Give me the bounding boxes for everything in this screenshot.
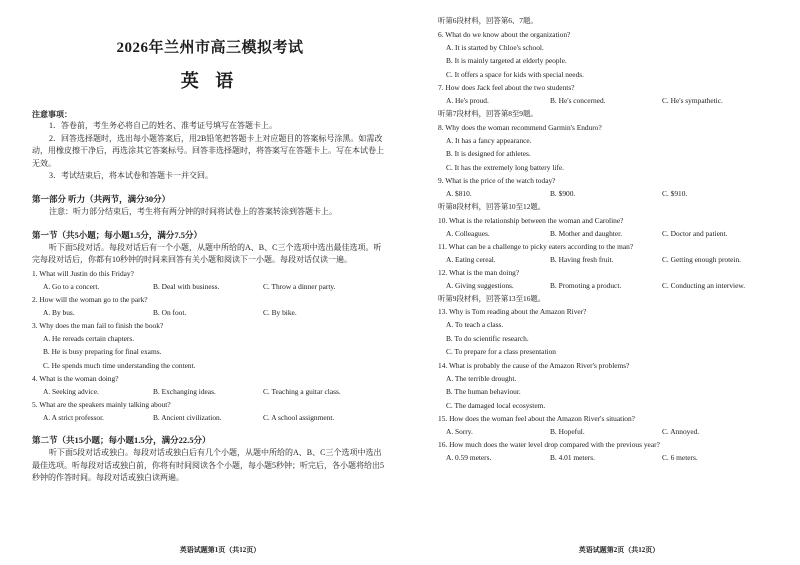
option-b: B. Promoting a product. <box>550 280 622 290</box>
option-c: C. Throw a dinner party. <box>263 281 336 291</box>
section2-intro: 听下面5段对话或独白。每段对话或独白后有几个小题，从题中所给的A、B、C三个选项中选出最佳选项。听每段对话或独白前，你将有时间阅读各个小题，每小题5秒钟；听完后，各小题将给出5秒钟的作答时间。每段对话或独白读两遍。 <box>32 448 384 483</box>
option-a: A. The terrible drought. <box>446 373 517 383</box>
option-a: A. By bus. <box>43 307 75 317</box>
question-text: 15. How does the woman feel about the Amazon River's situation? <box>438 414 635 423</box>
question-text: 6. What do we know about the organization? <box>438 29 571 39</box>
option-a: A. He's proud. <box>446 96 489 105</box>
option-c: C. Doctor and patient. <box>662 228 728 238</box>
section1-intro: 听下面5段对话。每段对话后有一个小题，从题中所给的A、B、C三个选项中选出最佳选项。听完每段对话后，你都有10秒钟的时间来回答有关小题和阅读下一小题。每段对话仅读一遍。 <box>32 242 382 265</box>
section-instruction: 听第6段材料，回答第6、7题。 <box>438 16 538 25</box>
option-c: C. Getting enough protein. <box>662 254 742 264</box>
question-text: 1. What will Justin do this Friday? <box>32 268 134 278</box>
option-c: C. By bike. <box>263 307 297 317</box>
option-b: B. It is designed for athletes. <box>446 149 531 158</box>
notice-item: 3．考试结束后，将本试卷和答题卡一并交回。 <box>49 171 213 181</box>
question-block <box>438 412 780 438</box>
option-b: B. He is busy preparing for final exams. <box>43 347 162 357</box>
options-row <box>32 385 388 398</box>
option-c: C. $910. <box>662 189 688 198</box>
question-block <box>438 438 780 464</box>
section-instruction: 听第7段材料，回答第8至9题。 <box>438 109 538 118</box>
page-footer: 英语试题第1页（共12页） <box>179 546 261 554</box>
notice-item: 1．答卷前，考生务必将自己的姓名、准考证号填写在答题卡上。 <box>49 121 277 130</box>
option-b: B. Ancient civilization. <box>153 413 222 423</box>
option-c: C. He spends much time understanding the content. <box>43 360 196 370</box>
question-text: 14. What is probably the cause of the Amazon River's problems? <box>438 360 630 370</box>
option-b: B. Exchanging ideas. <box>153 387 216 397</box>
section-instruction: 听第9段材料，回答第13至16题。 <box>438 293 546 303</box>
options-row <box>438 279 780 292</box>
question-text: 11. What can be a challenge to picky eaters according to the man? <box>438 241 634 251</box>
option-a: A. 0.59 meters. <box>446 453 492 462</box>
question-block <box>438 28 780 82</box>
option-c: C. A school assignment. <box>263 413 335 423</box>
option-c: C. It has the extremely long battery life. <box>446 162 565 172</box>
question-text: 13. Why is Tom reading about the Amazon River? <box>438 307 587 316</box>
option-a: A. It has a fancy appearance. <box>446 135 532 145</box>
option-c: C. He's sympathetic. <box>662 96 723 105</box>
option-b: B. Deal with business. <box>153 281 220 291</box>
question-block <box>438 174 780 200</box>
question-text: 9. What is the price of the watch today? <box>438 176 556 185</box>
option-a: A. He rereads certain chapters. <box>43 333 135 343</box>
question-block <box>438 305 780 359</box>
option-b: B. To do scientific research. <box>446 333 529 343</box>
exam-page-right <box>400 0 800 565</box>
option-a: A. Sorry. <box>446 427 473 436</box>
question-text: 7. How does Jack feel about the two students? <box>438 83 575 92</box>
option-a: A. It is started by Chloe's school. <box>446 42 544 52</box>
exam-title: 2026年兰州市高三模拟考试 <box>116 40 304 56</box>
question-4 <box>32 372 388 398</box>
options-row <box>438 94 780 107</box>
option-a: A. Giving suggestions. <box>446 280 514 290</box>
notice-heading: 注意事项： <box>32 110 72 119</box>
question-text: 2. How will the woman go to the park? <box>32 294 148 304</box>
options-row <box>32 306 388 319</box>
option-b: B. He's concerned. <box>550 96 606 105</box>
question-2 <box>32 293 388 319</box>
options-row <box>438 187 780 200</box>
option-b: B. On foot. <box>153 307 187 317</box>
option-b: B. $900. <box>550 189 576 198</box>
question-text: 12. What is the man doing? <box>438 267 520 277</box>
option-b: B. Having fresh fruit. <box>550 254 614 264</box>
question-3 <box>32 319 388 373</box>
options-row <box>32 411 388 424</box>
option-a: A. A strict professor. <box>43 413 104 423</box>
options-row <box>438 227 780 240</box>
option-c: C. The damaged local ecosystem. <box>446 400 546 410</box>
option-b: B. 4.01 meters. <box>550 453 595 462</box>
option-b: B. Hopeful. <box>550 427 585 436</box>
option-c: C. To prepare for a class presentation <box>446 347 556 356</box>
option-a: A. Go to a concert. <box>43 281 100 291</box>
part1-heading: 第一部分 听力（共两节，满分30分） <box>32 193 171 204</box>
option-a: A. To teach a class. <box>446 320 504 329</box>
option-b: B. It is mainly targeted at elderly people. <box>446 56 567 65</box>
question-list <box>438 14 780 464</box>
option-c: C. 6 meters. <box>662 453 698 462</box>
option-c: C. Conducting an interview. <box>662 280 746 290</box>
options-row <box>438 253 780 266</box>
question-block <box>438 121 780 175</box>
page-footer: 英语试题第2页（共12页） <box>578 546 660 554</box>
question-text: 5. What are the speakers mainly talking about? <box>32 400 171 410</box>
options-row <box>438 451 780 464</box>
option-b: B. Mother and daughter. <box>550 228 623 238</box>
question-block <box>438 240 780 266</box>
section1-heading: 第一节（共5小题；每小题1.5分，满分7.5分） <box>32 229 203 240</box>
option-c: C. Teaching a guitar class. <box>263 387 341 397</box>
question-block <box>438 266 780 292</box>
question-5 <box>32 398 388 424</box>
question-block <box>438 81 780 107</box>
question-block <box>438 214 780 240</box>
option-a: A. Eating cereal. <box>446 254 496 264</box>
option-a: A. Seeking advice. <box>43 387 99 397</box>
option-a: A. Colleagues. <box>446 228 490 238</box>
options-row <box>438 425 780 438</box>
subject-title: 英 语 <box>180 71 240 91</box>
question-text: 8. Why does the woman recommend Garmin's Enduro? <box>438 122 602 132</box>
notice-item: 2．回答选择题时，选出每小题答案后，用2B铅笔把答题卡上对应题目的答案标号涂黑。如需改动，用橡皮擦干净后，再选涂其它答案标号。回答非选择题时，将答案写在答题卡上。写在本试卷上无效。 <box>32 133 384 168</box>
question-text: 10. What is the relationship between the woman and Caroline? <box>438 215 624 225</box>
question-text: 3. Why does the man fail to finish the book? <box>32 320 164 330</box>
part1-note: 注意：听力部分结束后，考生将有两分钟的时间将试卷上的答案转涂到答题卡上。 <box>49 206 337 216</box>
option-a: A. $810. <box>446 189 472 198</box>
options-row <box>32 280 388 293</box>
option-c: C. It offers a space for kids with special needs. <box>446 69 584 79</box>
question-1 <box>32 267 388 293</box>
question-text: 4. What is the woman doing? <box>32 374 119 384</box>
option-c: C. Annoyed. <box>662 427 700 436</box>
option-b: B. The human behaviour. <box>446 387 521 396</box>
section-instruction: 听第8段材料，回答第10至12题。 <box>438 202 546 211</box>
section2-heading: 第二节（共15小题；每小题1.5分，满分22.5分） <box>32 435 211 446</box>
question-block <box>438 359 780 413</box>
question-text: 16. How much does the water level drop compared with the previous year? <box>438 440 660 449</box>
